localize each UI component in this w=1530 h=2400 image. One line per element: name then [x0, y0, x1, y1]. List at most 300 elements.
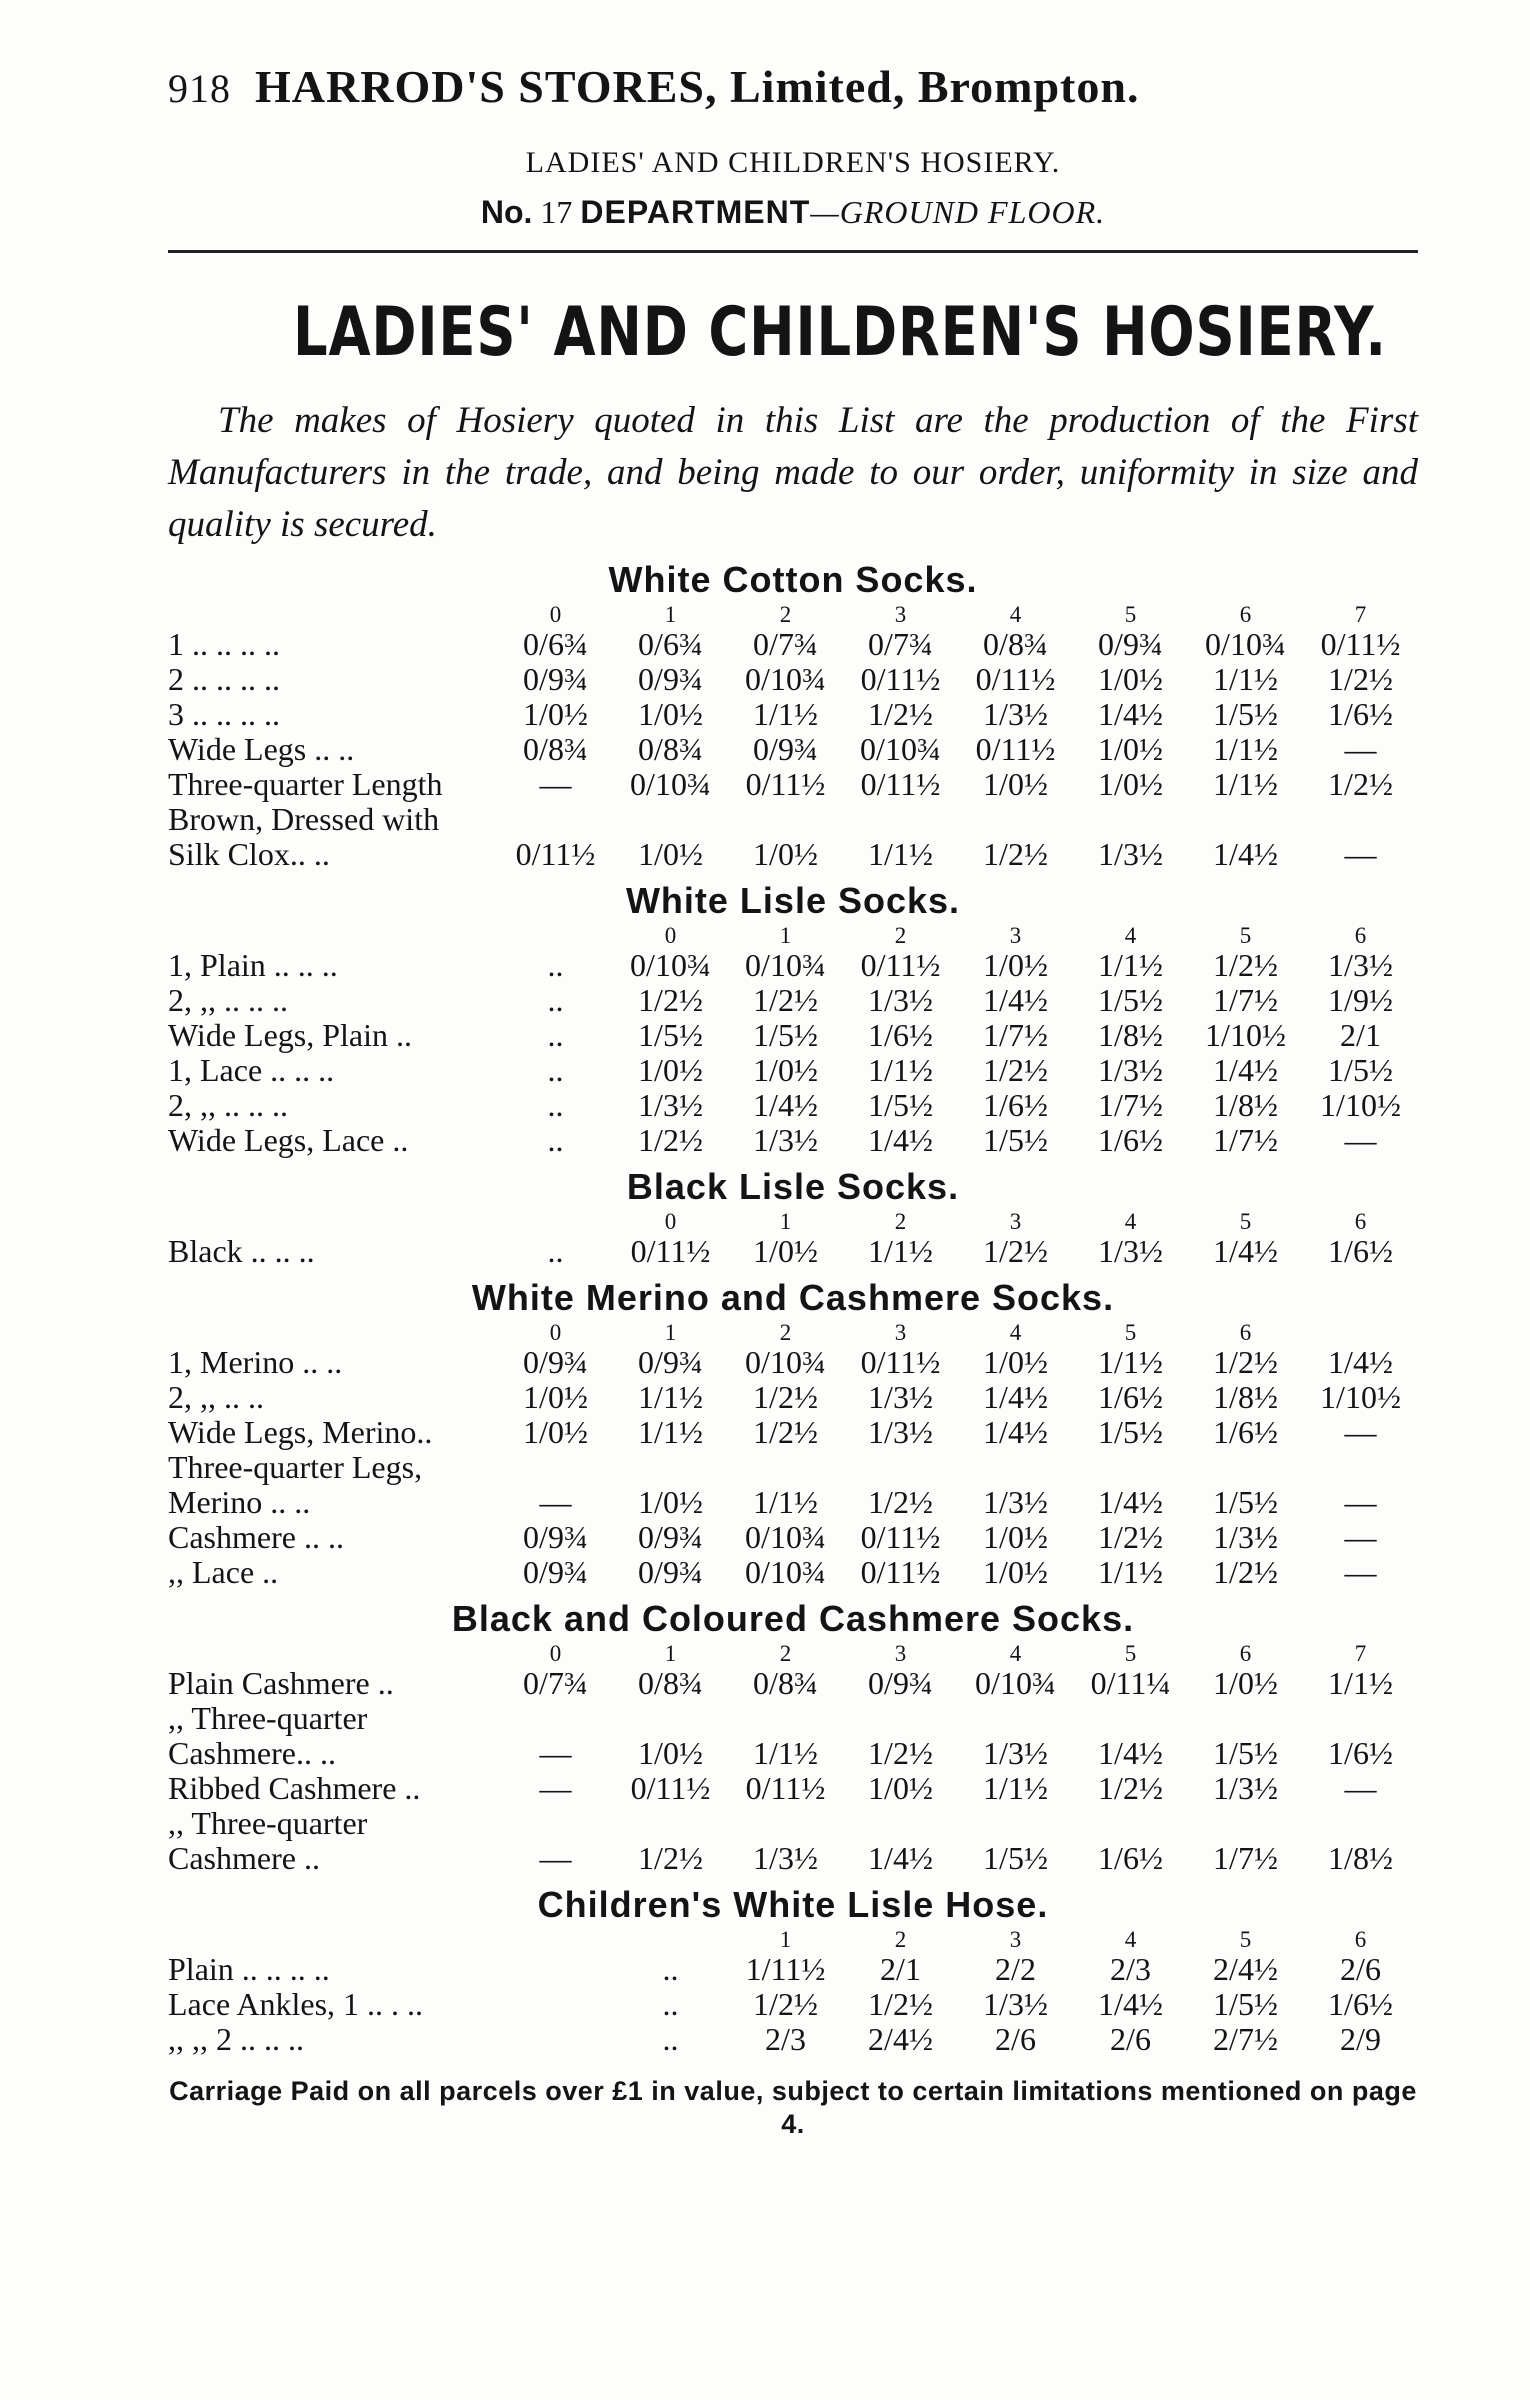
price-cell	[613, 1806, 728, 1841]
price-cell: 1/4½	[868, 1122, 933, 1158]
price-cell: 0/11½	[860, 1519, 941, 1555]
price-cell: 0/8¾	[983, 626, 1048, 662]
price-table	[168, 1321, 1418, 1590]
price-cell	[958, 802, 1073, 837]
price-cell: 1/1½	[868, 1233, 933, 1269]
table-row	[168, 1701, 1418, 1736]
price-cell: 1/3½	[983, 1735, 1048, 1771]
price-cell: 1/1½	[1328, 1665, 1393, 1701]
price-cell: 0/10¾	[975, 1665, 1056, 1701]
price-cell: 1/7½	[1098, 1087, 1163, 1123]
price-cell: 1/2½	[1098, 1770, 1163, 1806]
price-cell: 1/3½	[1328, 947, 1393, 983]
size-header: 1	[779, 1927, 792, 1952]
store-name: HARROD'S STORES, Limited, Brompton.	[255, 61, 1140, 112]
price-cell: —	[539, 1840, 572, 1876]
price-cell: 1/2½	[1098, 1519, 1163, 1555]
price-cell: 1/0½	[753, 1233, 818, 1269]
price-cell: 1/4½	[1213, 1233, 1278, 1269]
price-cell	[1303, 1450, 1418, 1485]
size-header	[498, 1210, 613, 1234]
price-cell: —	[539, 1770, 572, 1806]
section-title: Children's White Lisle Hose.	[537, 1884, 1049, 1925]
price-cell: 0/11½	[860, 661, 941, 697]
price-cell: 2/4½	[1213, 1951, 1278, 1987]
price-cell: 1/8½	[1213, 1379, 1278, 1415]
row-label: 1, Merino .. ..	[168, 1344, 343, 1380]
price-cell	[613, 1701, 728, 1736]
price-cell: 1/2½	[868, 696, 933, 732]
price-cell: —	[539, 1484, 572, 1520]
price-cell: 1/1½	[753, 1484, 818, 1520]
price-cell: 1/4½	[983, 1379, 1048, 1415]
price-cell: 1/1½	[868, 836, 933, 872]
price-cell: 1/3½	[1213, 1770, 1278, 1806]
price-cell	[1073, 1806, 1188, 1841]
price-cell	[958, 1701, 1073, 1736]
price-cell	[1073, 1450, 1188, 1485]
price-cell: 1/3½	[1213, 1519, 1278, 1555]
price-cell: 0/10¾	[630, 766, 711, 802]
price-cell: ..	[547, 1052, 564, 1088]
page-title: LADIES' AND CHILDREN'S HOSIERY.	[293, 293, 1387, 372]
price-cell: 1/2½	[868, 1986, 933, 2022]
intro-paragraph: The makes of Hosiery quoted in this List are the production of the First Manufacturers in the trade, and being made to our order, uniformity in size and quality is secured.	[168, 400, 1418, 545]
size-header: 3	[894, 1320, 907, 1345]
price-cell: 1/5½	[638, 1017, 703, 1053]
size-header: 6	[1239, 1641, 1252, 1666]
price-cell: 1/5½	[1328, 1052, 1393, 1088]
price-cell: 1/1½	[753, 1735, 818, 1771]
size-header: 1	[664, 602, 677, 627]
price-cell: 1/4½	[1213, 1052, 1278, 1088]
price-cell	[1188, 802, 1303, 837]
size-header-row	[168, 924, 1418, 948]
price-cell: 1/2½	[1213, 1554, 1278, 1590]
size-header: 3	[894, 602, 907, 627]
price-cell: 0/9¾	[868, 1665, 933, 1701]
price-cell: ..	[547, 1233, 564, 1269]
price-cell: 1/6½	[1098, 1379, 1163, 1415]
price-cell: 1/3½	[983, 696, 1048, 732]
size-header	[498, 1928, 613, 1952]
row-label: ,, Lace ..	[168, 1554, 279, 1590]
price-cell	[1073, 1701, 1188, 1736]
price-cell: 1/4½	[753, 1087, 818, 1123]
price-cell	[498, 1987, 613, 2022]
row-label: ,, Three-quarter	[168, 1700, 368, 1736]
table-row	[168, 1053, 1418, 1088]
table-row	[168, 1520, 1418, 1555]
size-header: 2	[894, 1209, 907, 1234]
price-cell: 1/5½	[1213, 1484, 1278, 1520]
size-header-row	[168, 603, 1418, 627]
price-cell: —	[1344, 1770, 1377, 1806]
size-header: 5	[1124, 1641, 1137, 1666]
price-cell: 1/0½	[638, 1052, 703, 1088]
size-header: 4	[1124, 923, 1137, 948]
price-cell: ..	[662, 1951, 679, 1987]
price-cell: 0/11½	[860, 766, 941, 802]
price-cell: 1/1½	[1213, 731, 1278, 767]
price-cell: 0/7¾	[868, 626, 933, 662]
price-cell: 2/4½	[868, 2021, 933, 2057]
department-no-label: No.	[480, 194, 533, 230]
size-header: 5	[1124, 602, 1137, 627]
row-label: Ribbed Cashmere ..	[168, 1770, 421, 1806]
price-cell: 1/0½	[868, 1770, 933, 1806]
price-cell: 1/0½	[638, 1484, 703, 1520]
price-cell: 1/7½	[1213, 1122, 1278, 1158]
size-header: 7	[1354, 1641, 1367, 1666]
price-cell: 0/6¾	[523, 626, 588, 662]
price-cell: 1/4½	[983, 982, 1048, 1018]
price-cell: 0/10¾	[745, 1554, 826, 1590]
price-cell: 1/1½	[753, 696, 818, 732]
price-cell: 1/6½	[1098, 1122, 1163, 1158]
price-cell: 0/11½	[975, 731, 1056, 767]
price-cell: 2/9	[1340, 2021, 1381, 2057]
section-title: White Merino and Cashmere Socks.	[471, 1277, 1115, 1318]
price-cell: 1/3½	[868, 982, 933, 1018]
size-header: 3	[1009, 923, 1022, 948]
price-cell	[728, 802, 843, 837]
size-header	[498, 924, 613, 948]
price-cell: 0/10¾	[745, 661, 826, 697]
price-cell: 1/5½	[983, 1122, 1048, 1158]
row-label: Wide Legs, Merino..	[168, 1414, 433, 1450]
price-cell: ..	[547, 1122, 564, 1158]
row-label: Wide Legs .. ..	[168, 731, 355, 767]
price-cell: 1/9½	[1328, 982, 1393, 1018]
size-header: 1	[664, 1641, 677, 1666]
price-cell: 1/3½	[868, 1414, 933, 1450]
price-cell: 1/2½	[983, 1233, 1048, 1269]
size-header: 6	[1239, 1320, 1252, 1345]
price-cell: 1/2½	[753, 1986, 818, 2022]
size-header: 4	[1009, 1641, 1022, 1666]
size-header: 5	[1239, 1209, 1252, 1234]
price-cell: 0/8¾	[638, 1665, 703, 1701]
row-label: Three-quarter Legs,	[168, 1449, 423, 1485]
size-header: 0	[664, 923, 677, 948]
price-cell: ..	[547, 947, 564, 983]
price-cell: 0/8¾	[523, 731, 588, 767]
price-cell: 1/2½	[1213, 1344, 1278, 1380]
price-cell	[843, 1701, 958, 1736]
table-row	[168, 1123, 1418, 1158]
price-table	[168, 1928, 1418, 2057]
price-cell: 1/7½	[1213, 1840, 1278, 1876]
row-label: 2, ,, .. .. ..	[168, 982, 288, 1018]
price-cell: 1/1½	[1098, 947, 1163, 983]
size-header: 3	[1009, 1209, 1022, 1234]
price-cell: —	[539, 766, 572, 802]
department-number: 17	[540, 194, 573, 230]
table-row	[168, 662, 1418, 697]
row-label: Merino .. ..	[168, 1484, 311, 1520]
price-cell: 1/3½	[1098, 1052, 1163, 1088]
row-label: Lace Ankles, 1 .. . ..	[168, 1986, 424, 2022]
price-cell: 0/9¾	[638, 1554, 703, 1590]
price-cell	[728, 1806, 843, 1841]
row-label: Wide Legs, Plain ..	[168, 1017, 412, 1053]
price-cell	[613, 802, 728, 837]
price-cell: —	[1344, 1554, 1377, 1590]
running-head	[168, 60, 1418, 150]
price-cell: 1/5½	[983, 1840, 1048, 1876]
price-cell	[1188, 1806, 1303, 1841]
price-cell: 0/8¾	[753, 1665, 818, 1701]
price-cell: 1/2½	[638, 1840, 703, 1876]
size-header: 4	[1009, 602, 1022, 627]
price-cell: 0/9¾	[638, 661, 703, 697]
row-label: Silk Clox.. ..	[168, 836, 330, 872]
price-cell: 2/7½	[1213, 2021, 1278, 2057]
price-cell: 1/0½	[523, 1379, 588, 1415]
price-cell	[1188, 1450, 1303, 1485]
price-cell: 2/6	[995, 2021, 1036, 2057]
price-cell: 0/11½	[630, 1233, 711, 1269]
price-cell: 0/9¾	[523, 661, 588, 697]
price-cell: ..	[662, 2021, 679, 2057]
price-table	[168, 1210, 1418, 1269]
size-header	[613, 1928, 728, 1952]
price-cell: 1/4½	[1098, 1986, 1163, 2022]
price-cell: 1/6½	[983, 1087, 1048, 1123]
price-cell: 1/0½	[983, 947, 1048, 983]
price-cell: 1/0½	[638, 1735, 703, 1771]
price-cell: 0/10¾	[1205, 626, 1286, 662]
section-title: White Cotton Socks.	[608, 559, 978, 600]
size-header: 0	[549, 1641, 562, 1666]
price-cell: 1/3½	[983, 1484, 1048, 1520]
price-cell: 0/11½	[745, 766, 826, 802]
row-label: Plain Cashmere ..	[168, 1665, 394, 1701]
price-table	[168, 1642, 1418, 1876]
table-row	[168, 1380, 1418, 1415]
price-cell: 1/3½	[983, 1986, 1048, 2022]
table-row	[168, 627, 1418, 662]
table-row	[168, 837, 1418, 872]
price-cell: —	[1344, 1122, 1377, 1158]
price-cell: —	[1344, 1484, 1377, 1520]
department-line	[168, 194, 1418, 242]
price-cell: ..	[662, 1986, 679, 2022]
row-label: 2, ,, .. ..	[168, 1379, 264, 1415]
size-header-row	[168, 1210, 1418, 1234]
table-row	[168, 1555, 1418, 1590]
price-cell: 1/6½	[1328, 1233, 1393, 1269]
price-cell: 1/11½	[745, 1951, 826, 1987]
department-label: DEPARTMENT	[580, 194, 811, 230]
price-cell: 1/3½	[868, 1379, 933, 1415]
price-cell: 0/9¾	[523, 1519, 588, 1555]
size-header	[1303, 1321, 1418, 1345]
row-label: Wide Legs, Lace ..	[168, 1122, 409, 1158]
price-cell	[1188, 1701, 1303, 1736]
table-row	[168, 1771, 1418, 1806]
price-cell: 1/4½	[1328, 1344, 1393, 1380]
price-cell: 1/0½	[753, 836, 818, 872]
price-cell: 1/2½	[868, 1735, 933, 1771]
price-cell: 1/2½	[983, 836, 1048, 872]
price-cell: 0/10¾	[745, 1344, 826, 1380]
price-cell: 1/0½	[1098, 731, 1163, 767]
price-cell: 2/1	[1340, 1017, 1381, 1053]
size-header: 2	[894, 923, 907, 948]
table-row	[168, 1415, 1418, 1450]
price-cell	[498, 1806, 613, 1841]
price-cell	[498, 1450, 613, 1485]
row-label: 2 .. .. .. ..	[168, 661, 280, 697]
price-cell: 1/0½	[638, 836, 703, 872]
price-cell: 1/4½	[1213, 836, 1278, 872]
table-row	[168, 1987, 1418, 2022]
price-cell: 1/7½	[1213, 982, 1278, 1018]
row-label: 1, Lace .. .. ..	[168, 1052, 335, 1088]
size-header-row	[168, 1642, 1418, 1666]
price-cell: 1/0½	[1098, 661, 1163, 697]
price-cell: 1/0½	[983, 1554, 1048, 1590]
price-cell: 2/3	[765, 2021, 806, 2057]
price-cell: 1/0½	[1098, 766, 1163, 802]
floor-label: —GROUND FLOOR.	[810, 194, 1106, 230]
table-row	[168, 1666, 1418, 1701]
table-row	[168, 2022, 1418, 2057]
price-cell: 2/6	[1340, 1951, 1381, 1987]
price-cell: 1/0½	[983, 1519, 1048, 1555]
price-cell: 1/4½	[983, 1414, 1048, 1450]
price-cell	[498, 802, 613, 837]
price-cell	[498, 2022, 613, 2057]
price-cell: 1/6½	[1328, 1986, 1393, 2022]
price-cell: 1/0½	[638, 696, 703, 732]
size-header: 2	[779, 602, 792, 627]
price-cell: 1/1½	[868, 1052, 933, 1088]
price-cell: 1/0½	[523, 696, 588, 732]
price-cell: 1/1½	[638, 1379, 703, 1415]
price-cell: 1/1½	[638, 1414, 703, 1450]
size-header: 4	[1009, 1320, 1022, 1345]
price-cell: 1/2½	[753, 982, 818, 1018]
price-cell: —	[1344, 836, 1377, 872]
price-cell: 1/8½	[1213, 1087, 1278, 1123]
price-cell	[1303, 1806, 1418, 1841]
table-row	[168, 1345, 1418, 1380]
size-header: 5	[1124, 1320, 1137, 1345]
page-number: 918	[168, 66, 231, 111]
size-header: 5	[1239, 923, 1252, 948]
price-cell: ..	[547, 1017, 564, 1053]
price-cell: 1/5½	[1213, 1986, 1278, 2022]
price-cell: 1/3½	[1098, 836, 1163, 872]
price-cell: 1/10½	[1205, 1017, 1286, 1053]
price-cell: 0/10¾	[745, 1519, 826, 1555]
price-cell: 0/9¾	[1098, 626, 1163, 662]
price-cell: 1/6½	[1328, 1735, 1393, 1771]
price-cell: 0/11½	[745, 1770, 826, 1806]
size-header: 3	[1009, 1927, 1022, 1952]
price-cell: 1/5½	[1098, 1414, 1163, 1450]
price-cell: 2/2	[995, 1951, 1036, 1987]
section-title: Black Lisle Socks.	[626, 1166, 960, 1207]
price-cell	[498, 1952, 613, 1987]
price-cell: —	[1344, 1414, 1377, 1450]
price-cell: 1/3½	[1098, 1233, 1163, 1269]
price-cell: 1/2½	[638, 982, 703, 1018]
table-row	[168, 1088, 1418, 1123]
price-cell: 1/8½	[1328, 1840, 1393, 1876]
price-sections	[168, 559, 1418, 2057]
price-cell: 1/4½	[868, 1840, 933, 1876]
size-header: 0	[549, 1320, 562, 1345]
row-label: Cashmere ..	[168, 1840, 320, 1876]
price-cell: 1/6½	[1098, 1840, 1163, 1876]
price-cell: —	[1344, 731, 1377, 767]
row-label: 2, ,, .. .. ..	[168, 1087, 288, 1123]
price-cell: 1/1½	[1098, 1554, 1163, 1590]
size-header: 7	[1354, 602, 1367, 627]
carriage-note: Carriage Paid on all parcels over £1 in value, subject to certain limitations mentioned on page 4.	[169, 2076, 1417, 2139]
table-row	[168, 1952, 1418, 1987]
price-cell: 0/11½	[860, 1344, 941, 1380]
section-title: Black and Coloured Cashmere Socks.	[451, 1598, 1135, 1639]
price-cell: 0/11½	[860, 1554, 941, 1590]
size-header: 5	[1239, 1927, 1252, 1952]
price-cell	[728, 1450, 843, 1485]
price-cell: ..	[547, 1087, 564, 1123]
price-cell: 1/1½	[1213, 766, 1278, 802]
size-header: 0	[549, 602, 562, 627]
price-cell: 1/3½	[753, 1122, 818, 1158]
price-cell: 0/9¾	[638, 1519, 703, 1555]
price-cell: 1/10½	[1320, 1087, 1401, 1123]
row-label: ,, Three-quarter	[168, 1805, 368, 1841]
price-cell	[1073, 802, 1188, 837]
price-cell: 1/5½	[753, 1017, 818, 1053]
size-header: 2	[894, 1927, 907, 1952]
row-label: ,, ,, 2 .. .. ..	[168, 2021, 304, 2057]
size-header: 1	[664, 1320, 677, 1345]
row-label: 1 .. .. .. ..	[168, 626, 280, 662]
row-label: Three-quarter Length	[168, 766, 443, 802]
price-table	[168, 924, 1418, 1158]
price-cell: 1/5½	[1098, 982, 1163, 1018]
price-cell: 0/11½	[515, 836, 596, 872]
price-cell: 1/0½	[983, 1344, 1048, 1380]
row-label: Cashmere .. ..	[168, 1519, 344, 1555]
size-header: 4	[1124, 1209, 1137, 1234]
size-header: 1	[779, 1209, 792, 1234]
price-cell: 1/0½	[523, 1414, 588, 1450]
price-cell: 0/9¾	[638, 1344, 703, 1380]
price-cell: 1/7½	[983, 1017, 1048, 1053]
price-cell: 0/11½	[975, 661, 1056, 697]
price-cell: 0/6¾	[638, 626, 703, 662]
row-label: 3 .. .. .. ..	[168, 696, 280, 732]
size-header: 1	[779, 923, 792, 948]
price-cell: 2/6	[1110, 2021, 1151, 2057]
table-row	[168, 1841, 1418, 1876]
price-cell: 0/10¾	[745, 947, 826, 983]
table-row	[168, 983, 1418, 1018]
price-cell	[1303, 1701, 1418, 1736]
price-cell: 0/7¾	[523, 1665, 588, 1701]
price-cell: 1/2½	[1328, 766, 1393, 802]
price-cell: 1/6½	[1328, 696, 1393, 732]
size-header: 3	[894, 1641, 907, 1666]
